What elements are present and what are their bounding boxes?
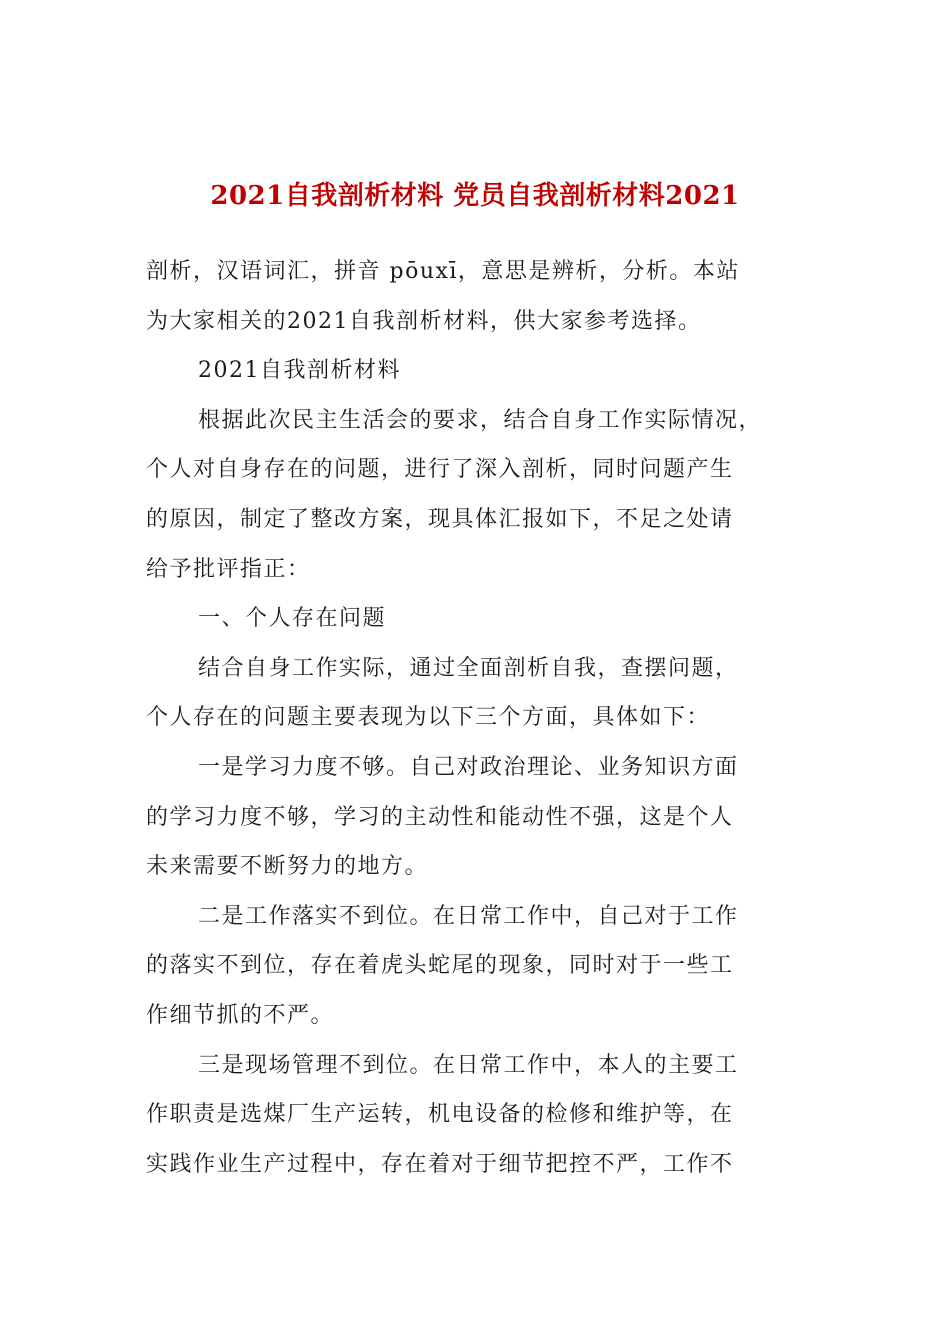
text-line: 一、个人存在问题 (198, 606, 387, 632)
text-line: 二是工作落实不到位。在日常工作中，自己对于工作 (198, 903, 739, 929)
text-line: 剖析，汉语词汇，拼音 pōuxī，意思是辨析，分析。本站 (146, 259, 740, 284)
text-line: 一是学习力度不够。自己对政治理论、业务知识方面 (198, 754, 739, 780)
text-line: 个人存在的问题主要表现为以下三个方面，具体如下： (146, 705, 711, 731)
text-line: 结合自身工作实际，通过全面剖析自我，查摆问题， (198, 655, 739, 681)
text-line: 的原因，制定了整改方案，现具体汇报如下，不足之处请 (146, 506, 734, 532)
text-line: 为大家相关的2021自我剖析材料，供大家参考选择。 (146, 308, 702, 334)
text-line: 作细节抓的不严。 (146, 1002, 335, 1028)
text-line: 的落实不到位，存在着虎头蛇尾的现象，同时对于一些工 (146, 953, 734, 979)
document-title: 2021自我剖析材料 党员自我剖析材料2021 (210, 181, 740, 211)
text-line: 未来需要不断努力的地方。 (146, 854, 429, 880)
text-line: 给予批评指正： (146, 556, 311, 582)
text-line: 的学习力度不够，学习的主动性和能动性不强，这是个人 (146, 804, 734, 830)
document-body (146, 247, 808, 1189)
text-line: 实践作业生产过程中，存在着对于细节把控不严，工作不 (146, 1151, 734, 1177)
text-line: 2021自我剖析材料 (198, 358, 401, 384)
text-line: 三是现场管理不到位。在日常工作中，本人的主要工 (198, 1052, 739, 1078)
text-line: 根据此次民主生活会的要求，结合自身工作实际情况， (198, 407, 763, 433)
text-line: 作职责是选煤厂生产运转，机电设备的检修和维护等，在 (146, 1102, 734, 1128)
text-line: 个人对自身存在的问题，进行了深入剖析，同时问题产生 (146, 457, 734, 483)
